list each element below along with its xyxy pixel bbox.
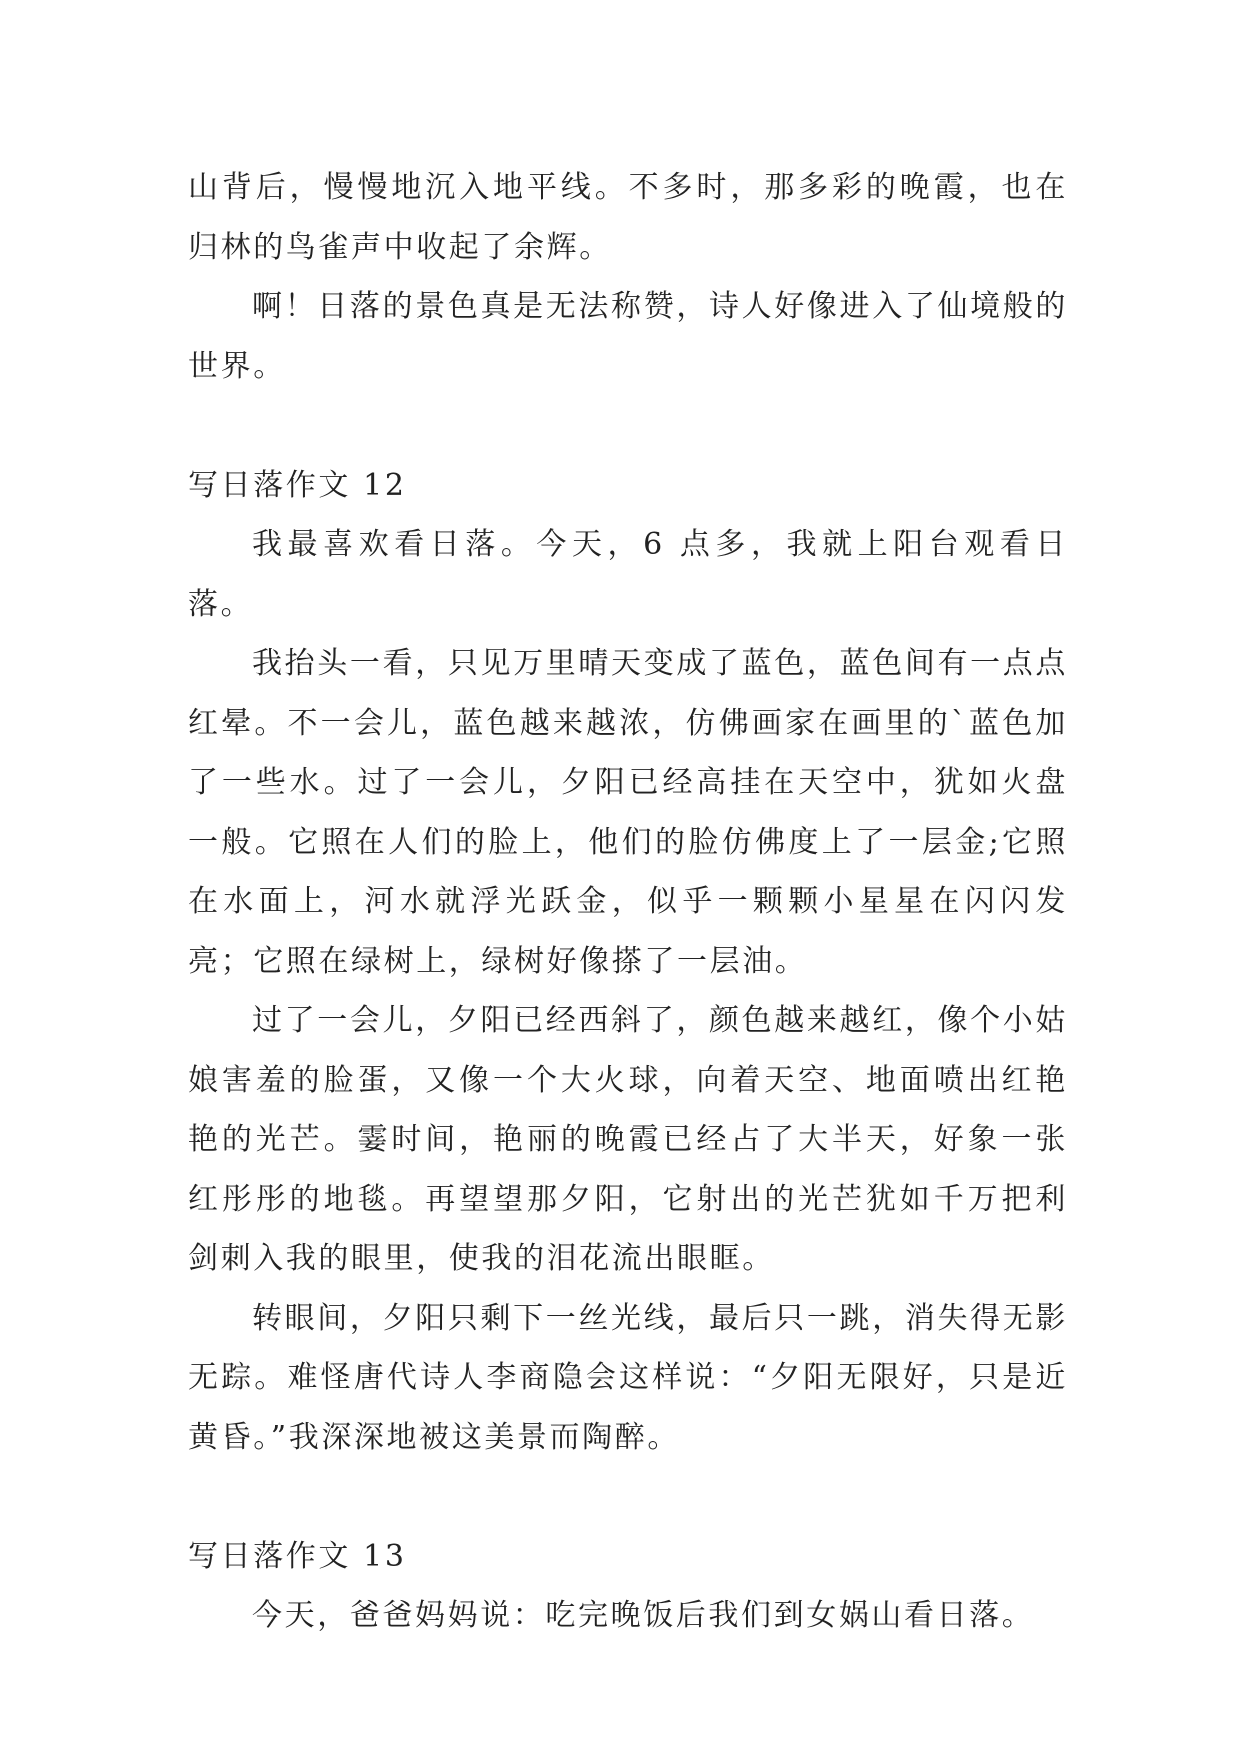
section-heading-12: 写日落作文 12 (188, 467, 407, 503)
paragraph: 我最喜欢看日落。今天，6 点多，我就上阳台观看日落。 (188, 527, 1068, 622)
paragraph: 我抬头一看，只见万里晴天变成了蓝色，蓝色间有一点点红晕。不一会儿，蓝色越来越浓，仿佛画家在画里的`蓝色加了一些水。过了一会儿，夕阳已经高挂在天空中，犹如火盘一般。它照在人们的脸上，他们的脸仿佛度上了一层金;它照在水面上，河水就浮光跃金，似乎一颗颗小星星在闪闪发亮；它照在绿树上，绿树好像搽了一层油。 (188, 646, 1068, 979)
section-gap (188, 396, 1068, 456)
paragraph: 转眼间，夕阳只剩下一丝光线，最后只一跳，消失得无影无踪。难怪唐代诗人李商隐会这样说：“夕阳无限好，只是近黄昏。”我深深地被这美景而陶醉。 (188, 1300, 1068, 1455)
paragraph: 今天，爸爸妈妈说：吃完晚饭后我们到女娲山看日落。 (252, 1598, 1035, 1633)
paragraph: 过了一会儿，夕阳已经西斜了，颜色越来越红，像个小姑娘害羞的脸蛋，又像一个大火球，向着天空、地面喷出红艳艳的光芒。霎时间，艳丽的晚霞已经占了大半天，好象一张红彤彤的地毯。再望望那夕阳，它射出的光芒犹如千万把利剑刺入我的眼里，使我的泪花流出眼眶。 (188, 1003, 1068, 1276)
section-gap (188, 1467, 1068, 1527)
paragraph: 山背后，慢慢地沉入地平线。不多时，那多彩的晚霞，也在归林的鸟雀声中收起了余辉。 (188, 170, 1068, 265)
section-heading-13: 写日落作文 13 (188, 1538, 407, 1574)
document-page (188, 158, 1068, 1646)
paragraph: 啊！日落的景色真是无法称赞，诗人好像进入了仙境般的世界。 (188, 289, 1068, 384)
